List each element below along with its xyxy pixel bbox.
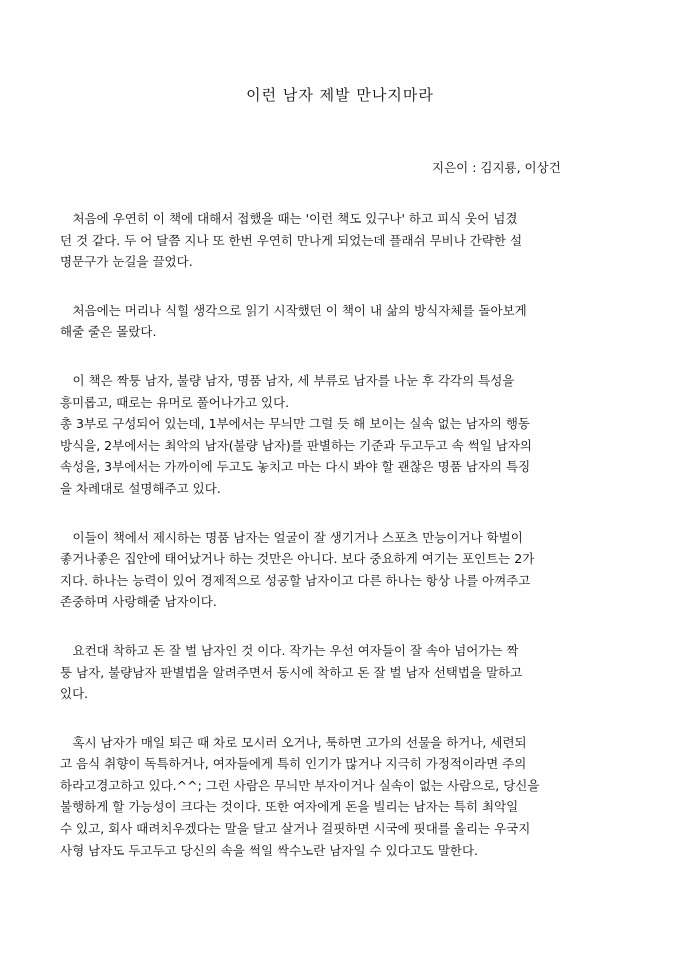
paragraph-line: 불행하게 할 가능성이 크다는 것이다. 또한 여자에게 돈을 빌리는 남자는 특히 최악일 (60, 799, 519, 815)
paragraph-line: 고 음식 취향이 독특하거나, 여자들에게 특히 인기가 많거나 지극히 가정적이라면 주의 (60, 756, 527, 772)
paragraph-line: 사형 남자도 두고두고 당신의 속을 썩일 싹수노란 남자일 수 있다고도 말한다. (60, 842, 479, 858)
paragraph-line: 요컨대 착하고 돈 잘 벌 남자인 것 이다. 작가는 우선 여자들이 잘 속아 넘어가는 짝 (60, 642, 519, 658)
body-paragraph (60, 527, 622, 613)
paragraph-line: 총 3부로 구성되어 있는데, 1부에서는 무늬만 그럴 듯 해 보이는 실속 없는 남자의 행동 (60, 416, 531, 432)
paragraph-line: 좋거나좋은 집안에 태어났거나 하는 것만은 아니다. 보다 중요하게 여기는 포인트는 2가 (60, 551, 535, 567)
paragraph-line: 처음에는 머리나 식힐 생각으로 읽기 시작했던 이 책이 내 삶의 방식자체를 돌아보게 (60, 302, 527, 318)
paragraph-line: 명문구가 눈길을 끌었다. (60, 254, 193, 270)
document-body (60, 208, 622, 888)
paragraph-line: 방식을, 2부에서는 최악의 남자(불량 남자)를 판별하는 기준과 두고두고 속 썩일 남자의 (60, 437, 532, 453)
paragraph-line: 퉁 남자, 불량남자 판별법을 알려주면서 동시에 착하고 돈 잘 벌 남자 선택법을 말하고 (60, 664, 523, 680)
paragraph-line: 흥미롭고, 때로는 유머로 풀어나가고 있다. (60, 394, 290, 410)
document-title: 이런 남자 제발 만나지마라 (246, 86, 434, 104)
paragraph-line: 처음에 우연히 이 책에 대해서 접했을 때는 '이런 책도 있구나' 하고 피식 웃어 넘겼 (60, 211, 518, 226)
paragraph-line: 이들이 책에서 제시하는 명품 남자는 얼굴이 잘 생기거나 스포츠 만능이거나 학벌이 (60, 529, 523, 545)
body-paragraph (60, 732, 622, 862)
paragraph-line: 하라고경고하고 있다.^^; 그런 사람은 무늬만 부자이거나 실속이 없는 사람으로, 당신을 (60, 777, 540, 793)
paragraph-line: 던 것 같다. 두 어 달쯤 지나 또 한번 우연히 만나게 되었는데 플래쉬 무비나 간략한 설 (60, 232, 523, 248)
body-paragraph (60, 370, 622, 500)
paragraph-line: 이 책은 짝퉁 남자, 불량 남자, 명품 남자, 세 부류로 남자를 나눈 후 각각의 특성을 (60, 372, 515, 388)
paragraph-line: 지다. 하나는 능력이 있어 경제적으로 성공할 남자이고 다른 하나는 항상 나를 아껴주고 (60, 572, 531, 588)
paragraph-line: 혹시 남자가 매일 퇴근 때 차로 모시러 오거나, 툭하면 고가의 선물을 하거나, 세련되 (60, 734, 527, 750)
body-paragraph (60, 640, 622, 705)
body-paragraph (60, 300, 622, 343)
paragraph-line: 수 있고, 회사 때려치우겠다는 말을 달고 살거나 걸핏하면 시국에 핏대를 올리는 우국지 (60, 821, 531, 837)
paragraph-line: 존중하며 사랑해줄 남자이다. (60, 594, 217, 610)
paragraph-line: 있다. (60, 686, 89, 702)
paragraph-line: 을 차례대로 설명해주고 있다. (60, 480, 221, 496)
paragraph-line: 해줄 줄은 몰랐다. (60, 324, 157, 340)
body-paragraph (60, 208, 622, 273)
paragraph-line: 속성을, 3부에서는 가까이에 두고도 놓치고 마는 다시 봐야 할 괜찮은 명품 남자의 특징 (60, 459, 531, 475)
author-line: 지은이 : 김지룡, 이상건 (432, 160, 561, 175)
